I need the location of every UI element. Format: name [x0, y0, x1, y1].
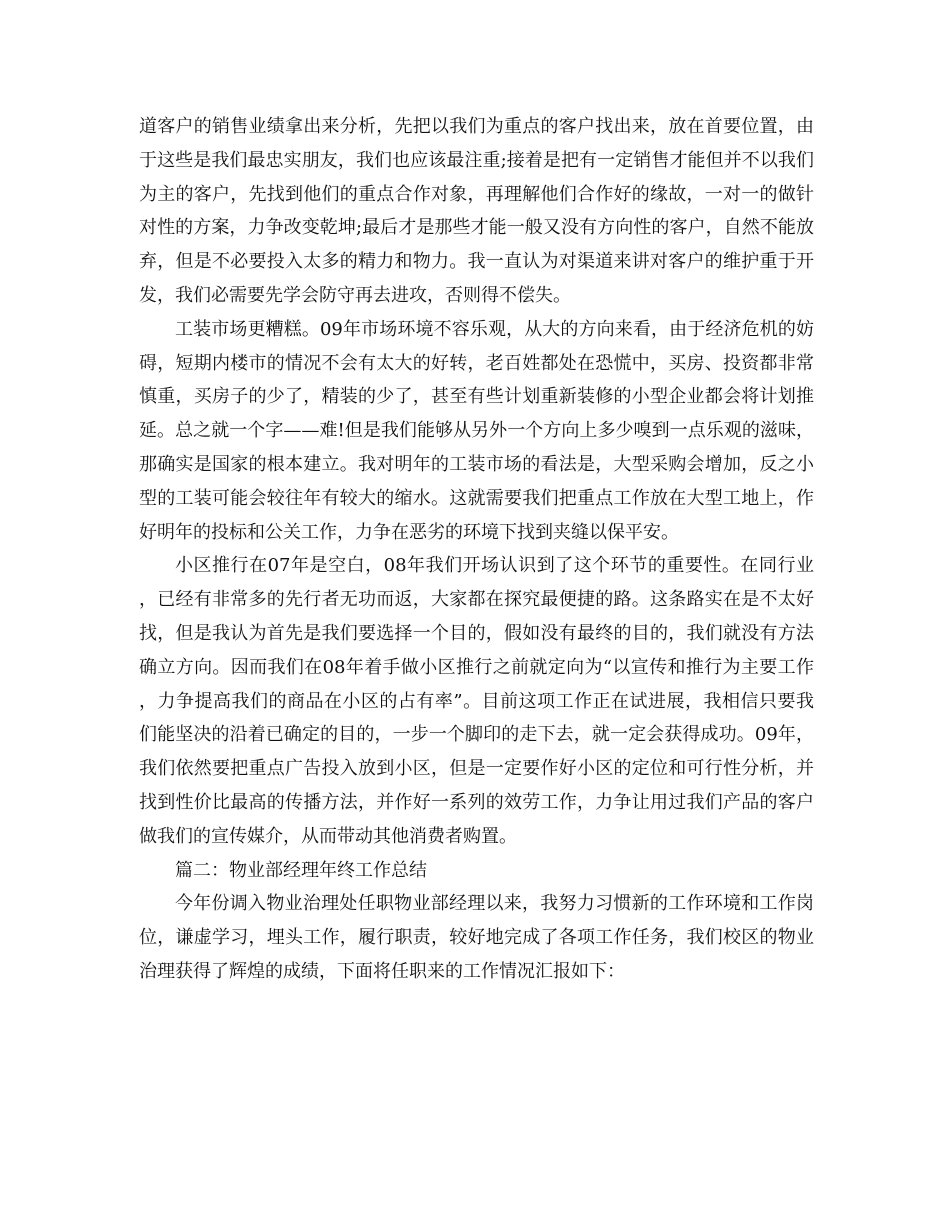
paragraph-engineering-market: 工装市场更糟糕。09年市场环境不容乐观，从大的方向来看，由于经济危机的妨碍，短期内楼市的情况不会有太大的好转，老百姓都处在恐慌中，买房、投资都非常慎重，买房子的少了，精装的少了，甚至有些计划重新装修的小型企业都会将计划推延。总之就一个字——难!但是我们能够从另外一个方向上多少嗅到一点乐观的滋味，那确实是国家的根本建立。我对明年的工装市场的看法是，大型采购会增加，反之小型的工装可能会较往年有较大的缩水。这就需要我们把重点工作放在大型工地上，作好明年的投标和公关工作，力争在恶劣的环境下找到夹缝以保平安。	[139, 318, 814, 543]
section-heading: 篇二：物业部经理年终工作总结	[175, 859, 427, 881]
paragraph-property-manager-intro: 今年份调入物业治理处任职物业部经理以来，我努力习惯新的工作环境和工作岗位，谦虚学习，埋头工作，履行职责，较好地完成了各项工作任务，我们校区的物业治理获得了辉煌的成绩，下面将任职来的工作情况汇报如下：	[139, 893, 814, 982]
document-body	[139, 110, 814, 989]
paragraph-customer-analysis: 道客户的销售业绩拿出来分析，先把以我们为重点的客户找出来，放在首要位置，由于这些是我们最忠实朋友，我们也应该最注重;接着是把有一定销售才能但并不以我们为主的客户，先找到他们的重点合作对象，再理解他们合作好的缘故，一对一的做针对性的方案，力争改变乾坤;最后才是那些才能一般又没有方向性的客户，自然不能放弃，但是不必要投入太多的精力和物力。我一直认为对渠道来讲对客户的维护重于开发，我们必需要先学会防守再去进攻，否则得不偿失。	[139, 116, 814, 306]
paragraph-community-promotion: 小区推行在07年是空白，08年我们开场认识到了这个环节的重要性。在同行业，已经有非常多的先行者无功而返，大家都在探究最便捷的路。这条路实在是不太好找，但是我认为首先是我们要选择一个目的，假如没有最终的目的，我们就没有方法确立方向。因而我们在08年着手做小区推行之前就定向为“以宣传和推行为主要工作，力争提高我们的商品在小区的占有率”。目前这项工作正在试进展，我相信只要我们能坚决的沿着已确定的目的，一步一个脚印的走下去，就一定会获得成功。09年，我们依然要把重点广告投入放到小区，但是一定要作好小区的定位和可行性分析，并找到性价比最高的传播方法，并作好一系列的效劳工作，力争让用过我们产品的客户做我们的宣传媒介，从而带动其他消费者购置。	[139, 555, 814, 847]
